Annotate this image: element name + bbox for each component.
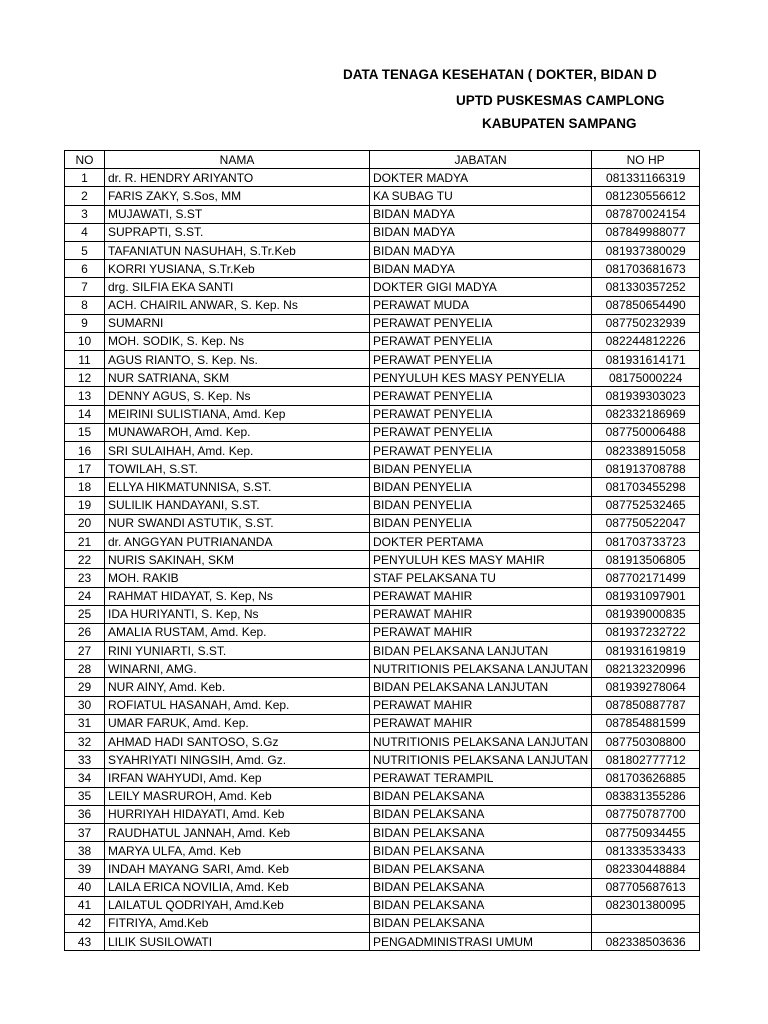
cell-jabatan: BIDAN MADYA: [370, 260, 592, 278]
cell-no-hp: 087750787700: [592, 805, 700, 823]
cell-no: 31: [65, 714, 105, 732]
cell-no-hp: 087870024154: [592, 205, 700, 223]
cell-nama: RINI YUNIARTI, S.ST.: [105, 642, 370, 660]
cell-jabatan: BIDAN PELAKSANA: [370, 787, 592, 805]
cell-jabatan: BIDAN PENYELIA: [370, 478, 592, 496]
cell-jabatan: BIDAN PELAKSANA: [370, 860, 592, 878]
cell-no-hp: 081333533433: [592, 842, 700, 860]
cell-jabatan: PENGADMINISTRASI UMUM: [370, 933, 592, 951]
cell-no: 19: [65, 496, 105, 514]
cell-nama: LILIK SUSILOWATI: [105, 933, 370, 951]
cell-no: 5: [65, 241, 105, 259]
cell-jabatan: PERAWAT MAHIR: [370, 587, 592, 605]
cell-no-hp: 087750232939: [592, 314, 700, 332]
cell-no-hp: 081937232722: [592, 623, 700, 641]
cell-jabatan: NUTRITIONIS PELAKSANA LANJUTAN: [370, 660, 592, 678]
cell-no-hp: 087750522047: [592, 514, 700, 532]
cell-jabatan: BIDAN PELAKSANA: [370, 842, 592, 860]
cell-nama: SYAHRIYATI NINGSIH, Amd. Gz.: [105, 751, 370, 769]
cell-no-hp: 082330448884: [592, 860, 700, 878]
column-header-no-hp: NO HP: [592, 151, 700, 169]
cell-no: 11: [65, 351, 105, 369]
cell-no-hp: 081931097901: [592, 587, 700, 605]
cell-jabatan: PERAWAT MUDA: [370, 296, 592, 314]
column-header-nama: NAMA: [105, 151, 370, 169]
cell-nama: SULILIK HANDAYANI, S.ST.: [105, 496, 370, 514]
cell-nama: MUJAWATI, S.ST: [105, 205, 370, 223]
cell-jabatan: PERAWAT MAHIR: [370, 605, 592, 623]
cell-no: 34: [65, 769, 105, 787]
cell-nama: ACH. CHAIRIL ANWAR, S. Kep. Ns: [105, 296, 370, 314]
table-row: [65, 933, 700, 951]
cell-jabatan: BIDAN PENYELIA: [370, 496, 592, 514]
cell-nama: LAILATUL QODRIYAH, Amd.Keb: [105, 896, 370, 914]
table-row: [65, 442, 700, 460]
cell-nama: AMALIA RUSTAM, Amd. Kep.: [105, 623, 370, 641]
table-row: [65, 623, 700, 641]
cell-nama: RAHMAT HIDAYAT, S. Kep, Ns: [105, 587, 370, 605]
table-row: [65, 696, 700, 714]
cell-nama: LEILY MASRUROH, Amd. Keb: [105, 787, 370, 805]
table-row: [65, 605, 700, 623]
cell-no: 30: [65, 696, 105, 714]
table-row: [65, 678, 700, 696]
cell-no-hp: 087850887787: [592, 696, 700, 714]
cell-no-hp: 081931619819: [592, 642, 700, 660]
cell-no-hp: 087702171499: [592, 569, 700, 587]
cell-no-hp: 081802777712: [592, 751, 700, 769]
table-row: [65, 423, 700, 441]
cell-jabatan: PERAWAT MAHIR: [370, 696, 592, 714]
cell-no: 28: [65, 660, 105, 678]
cell-no: 9: [65, 314, 105, 332]
cell-no: 20: [65, 514, 105, 532]
cell-no-hp: 082132320996: [592, 660, 700, 678]
cell-jabatan: DOKTER PERTAMA: [370, 532, 592, 550]
table-row: [65, 241, 700, 259]
cell-jabatan: BIDAN PENYELIA: [370, 460, 592, 478]
cell-jabatan: BIDAN MADYA: [370, 205, 592, 223]
table-row: [65, 751, 700, 769]
cell-nama: SUMARNI: [105, 314, 370, 332]
cell-no: 12: [65, 369, 105, 387]
cell-no: 36: [65, 805, 105, 823]
cell-no: 6: [65, 260, 105, 278]
cell-jabatan: PERAWAT TERAMPIL: [370, 769, 592, 787]
cell-nama: TAFANIATUN NASUHAH, S.Tr.Keb: [105, 241, 370, 259]
cell-no-hp: 087752532465: [592, 496, 700, 514]
cell-no: 35: [65, 787, 105, 805]
cell-jabatan: BIDAN PELAKSANA LANJUTAN: [370, 642, 592, 660]
cell-jabatan: PERAWAT MAHIR: [370, 623, 592, 641]
cell-no: 32: [65, 733, 105, 751]
table-row: [65, 387, 700, 405]
cell-no-hp: 081939303023: [592, 387, 700, 405]
table-row: [65, 223, 700, 241]
cell-no: 21: [65, 532, 105, 550]
cell-jabatan: BIDAN PELAKSANA: [370, 878, 592, 896]
cell-no: 13: [65, 387, 105, 405]
cell-no-hp: 081331166319: [592, 169, 700, 187]
cell-nama: KORRI YUSIANA, S.Tr.Keb: [105, 260, 370, 278]
cell-jabatan: NUTRITIONIS PELAKSANA LANJUTAN: [370, 751, 592, 769]
table-row: [65, 278, 700, 296]
cell-jabatan: PENYULUH KES MASY MAHIR: [370, 551, 592, 569]
cell-jabatan: PERAWAT PENYELIA: [370, 332, 592, 350]
table-row: [65, 733, 700, 751]
cell-no: 1: [65, 169, 105, 187]
cell-no-hp: 082338915058: [592, 442, 700, 460]
cell-jabatan: DOKTER MADYA: [370, 169, 592, 187]
table-row: [65, 205, 700, 223]
cell-no: 25: [65, 605, 105, 623]
cell-no-hp: 081937380029: [592, 241, 700, 259]
cell-nama: UMAR FARUK, Amd. Kep.: [105, 714, 370, 732]
cell-nama: LAILA ERICA NOVILIA, Amd. Keb: [105, 878, 370, 896]
cell-no-hp: 082301380095: [592, 896, 700, 914]
cell-jabatan: BIDAN PELAKSANA: [370, 914, 592, 932]
cell-no-hp: 081939278064: [592, 678, 700, 696]
cell-jabatan: PERAWAT PENYELIA: [370, 405, 592, 423]
cell-no-hp: 081703733723: [592, 532, 700, 550]
cell-no: 2: [65, 187, 105, 205]
document-title-line-2: UPTD PUSKESMAS CAMPLONG: [456, 93, 665, 108]
cell-no: 41: [65, 896, 105, 914]
table-row: [65, 296, 700, 314]
table-row: [65, 187, 700, 205]
cell-nama: DENNY AGUS, S. Kep. Ns: [105, 387, 370, 405]
cell-jabatan: PERAWAT PENYELIA: [370, 314, 592, 332]
cell-nama: RAUDHATUL JANNAH, Amd. Keb: [105, 823, 370, 841]
cell-no: 18: [65, 478, 105, 496]
table-row: [65, 787, 700, 805]
cell-no-hp: 082332186969: [592, 405, 700, 423]
cell-no-hp: 081931614171: [592, 351, 700, 369]
cell-no: 17: [65, 460, 105, 478]
table-row: [65, 405, 700, 423]
table-row: [65, 660, 700, 678]
cell-nama: MOH. SODIK, S. Kep. Ns: [105, 332, 370, 350]
cell-no-hp: 082338503636: [592, 933, 700, 951]
cell-no-hp: 081913506805: [592, 551, 700, 569]
table-row: [65, 351, 700, 369]
cell-nama: AHMAD HADI SANTOSO, S.Gz: [105, 733, 370, 751]
cell-no-hp: 087750934455: [592, 823, 700, 841]
cell-no-hp: 082244812226: [592, 332, 700, 350]
cell-no-hp: 083831355286: [592, 787, 700, 805]
table-row: [65, 532, 700, 550]
cell-jabatan: PERAWAT PENYELIA: [370, 351, 592, 369]
document-title-line-1: DATA TENAGA KESEHATAN ( DOKTER, BIDAN D: [343, 67, 657, 82]
cell-jabatan: BIDAN PELAKSANA: [370, 805, 592, 823]
cell-no: 37: [65, 823, 105, 841]
cell-nama: IDA HURIYANTI, S. Kep, Ns: [105, 605, 370, 623]
cell-nama: dr. R. HENDRY ARIYANTO: [105, 169, 370, 187]
cell-jabatan: PERAWAT PENYELIA: [370, 442, 592, 460]
cell-no: 7: [65, 278, 105, 296]
cell-nama: HURRIYAH HIDAYATI, Amd. Keb: [105, 805, 370, 823]
table-body: [65, 169, 700, 951]
cell-no: 3: [65, 205, 105, 223]
cell-nama: NUR SWANDI ASTUTIK, S.ST.: [105, 514, 370, 532]
table-row: [65, 642, 700, 660]
cell-no-hp: 087850654490: [592, 296, 700, 314]
column-header-jabatan: JABATAN: [370, 151, 592, 169]
cell-jabatan: BIDAN PELAKSANA: [370, 896, 592, 914]
cell-jabatan: BIDAN MADYA: [370, 223, 592, 241]
cell-nama: SUPRAPTI, S.ST.: [105, 223, 370, 241]
cell-jabatan: PERAWAT MAHIR: [370, 714, 592, 732]
cell-nama: IRFAN WAHYUDI, Amd. Kep: [105, 769, 370, 787]
cell-no-hp: 081703626885: [592, 769, 700, 787]
cell-no: 42: [65, 914, 105, 932]
cell-no: 40: [65, 878, 105, 896]
cell-no-hp: 081703455298: [592, 478, 700, 496]
cell-nama: ROFIATUL HASANAH, Amd. Kep.: [105, 696, 370, 714]
document-title-line-3: KABUPATEN SAMPANG: [482, 116, 637, 131]
cell-jabatan: NUTRITIONIS PELAKSANA LANJUTAN: [370, 733, 592, 751]
cell-nama: SRI SULAIHAH, Amd. Kep.: [105, 442, 370, 460]
cell-jabatan: BIDAN MADYA: [370, 241, 592, 259]
cell-no: 26: [65, 623, 105, 641]
table-row: [65, 842, 700, 860]
cell-jabatan: BIDAN PELAKSANA LANJUTAN: [370, 678, 592, 696]
table-row: [65, 369, 700, 387]
cell-no: 8: [65, 296, 105, 314]
table-row: [65, 514, 700, 532]
column-header-no: NO: [65, 151, 105, 169]
cell-no: 14: [65, 405, 105, 423]
cell-no: 4: [65, 223, 105, 241]
cell-nama: TOWILAH, S.ST.: [105, 460, 370, 478]
cell-no-hp: [592, 914, 700, 932]
cell-nama: MUNAWAROH, Amd. Kep.: [105, 423, 370, 441]
table-row: [65, 551, 700, 569]
cell-nama: WINARNI, AMG.: [105, 660, 370, 678]
table-header-row: [65, 151, 700, 169]
cell-nama: NURIS SAKINAH, SKM: [105, 551, 370, 569]
cell-jabatan: BIDAN PELAKSANA: [370, 823, 592, 841]
table-row: [65, 478, 700, 496]
cell-nama: AGUS RIANTO, S. Kep. Ns.: [105, 351, 370, 369]
cell-no: 24: [65, 587, 105, 605]
table-row: [65, 714, 700, 732]
cell-no: 27: [65, 642, 105, 660]
cell-no-hp: 087750308800: [592, 733, 700, 751]
cell-no: 23: [65, 569, 105, 587]
table-row: [65, 314, 700, 332]
table-row: [65, 460, 700, 478]
table-row: [65, 860, 700, 878]
cell-nama: NUR SATRIANA, SKM: [105, 369, 370, 387]
cell-no-hp: 087849988077: [592, 223, 700, 241]
table-row: [65, 805, 700, 823]
cell-jabatan: PENYULUH KES MASY PENYELIA: [370, 369, 592, 387]
table-row: [65, 823, 700, 841]
table-row: [65, 569, 700, 587]
cell-nama: FARIS ZAKY, S.Sos, MM: [105, 187, 370, 205]
table-row: [65, 169, 700, 187]
cell-nama: dr. ANGGYAN PUTRIANANDA: [105, 532, 370, 550]
cell-no: 33: [65, 751, 105, 769]
cell-no: 39: [65, 860, 105, 878]
cell-no-hp: 087854881599: [592, 714, 700, 732]
cell-nama: ELLYA HIKMATUNNISA, S.ST.: [105, 478, 370, 496]
table-row: [65, 769, 700, 787]
cell-no-hp: 081230556612: [592, 187, 700, 205]
table-row: [65, 496, 700, 514]
cell-no-hp: 081703681673: [592, 260, 700, 278]
cell-no: 10: [65, 332, 105, 350]
cell-no-hp: 081330357252: [592, 278, 700, 296]
cell-nama: NUR AINY, Amd. Keb.: [105, 678, 370, 696]
table-row: [65, 587, 700, 605]
cell-jabatan: KA SUBAG TU: [370, 187, 592, 205]
cell-no: 38: [65, 842, 105, 860]
cell-jabatan: DOKTER GIGI MADYA: [370, 278, 592, 296]
cell-jabatan: BIDAN PENYELIA: [370, 514, 592, 532]
table-row: [65, 260, 700, 278]
cell-no: 16: [65, 442, 105, 460]
cell-nama: MEIRINI SULISTIANA, Amd. Kep: [105, 405, 370, 423]
cell-nama: INDAH MAYANG SARI, Amd. Keb: [105, 860, 370, 878]
cell-no-hp: 087705687613: [592, 878, 700, 896]
cell-no-hp: 081913708788: [592, 460, 700, 478]
cell-nama: FITRIYA, Amd.Keb: [105, 914, 370, 932]
cell-no-hp: 081939000835: [592, 605, 700, 623]
table-row: [65, 914, 700, 932]
cell-nama: MOH. RAKIB: [105, 569, 370, 587]
cell-jabatan: STAF PELAKSANA TU: [370, 569, 592, 587]
table-row: [65, 878, 700, 896]
table-row: [65, 332, 700, 350]
cell-jabatan: PERAWAT PENYELIA: [370, 423, 592, 441]
cell-nama: MARYA ULFA, Amd. Keb: [105, 842, 370, 860]
cell-no: 22: [65, 551, 105, 569]
cell-no-hp: 08175000224: [592, 369, 700, 387]
cell-no: 15: [65, 423, 105, 441]
cell-no: 29: [65, 678, 105, 696]
cell-nama: drg. SILFIA EKA SANTI: [105, 278, 370, 296]
cell-no-hp: 087750006488: [592, 423, 700, 441]
table-row: [65, 896, 700, 914]
health-staff-table: [64, 150, 700, 951]
cell-jabatan: PERAWAT PENYELIA: [370, 387, 592, 405]
cell-no: 43: [65, 933, 105, 951]
